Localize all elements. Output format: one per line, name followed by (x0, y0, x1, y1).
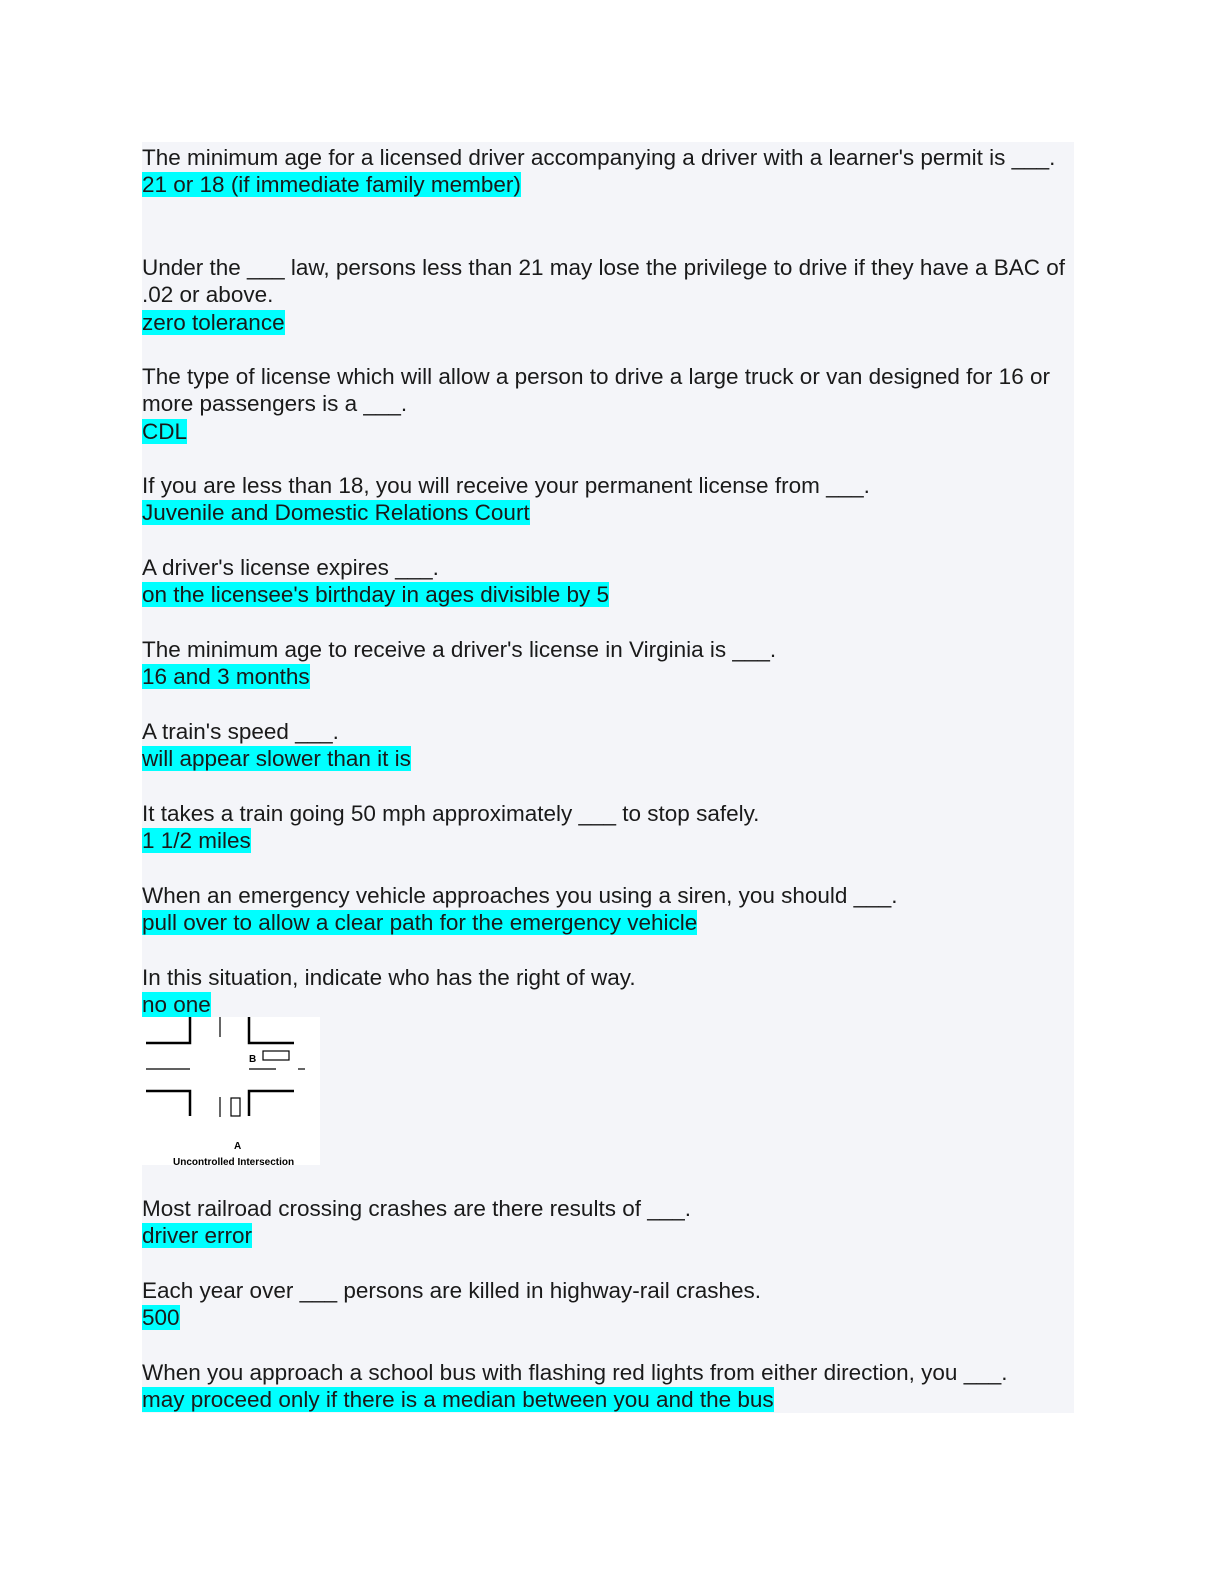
question-text: Most railroad crossing crashes are there results of ___. (142, 1196, 691, 1221)
answer-highlight: may proceed only if there is a median between you and the bus (142, 1387, 774, 1413)
answer-text (142, 663, 1074, 690)
qa-item-12 (142, 1277, 1074, 1332)
answer-text (142, 827, 1074, 854)
answer-highlight: 1 1/2 miles (142, 828, 251, 854)
question-text: In this situation, indicate who has the right of way. (142, 965, 636, 990)
answer-text (142, 909, 1074, 936)
question-text: Each year over ___ persons are killed in highway-rail crashes. (142, 1278, 762, 1303)
question-text: A driver's license expires ___. (142, 555, 439, 580)
answer-text (142, 581, 1074, 608)
qa-item-11 (142, 1195, 1074, 1250)
answer-highlight: 16 and 3 months (142, 664, 310, 690)
answer-highlight: will appear slower than it is (142, 746, 411, 772)
answer-highlight: on the licensee's birthday in ages divisible by 5 (142, 582, 610, 608)
answer-text (142, 1386, 1074, 1413)
answer-text (142, 418, 1074, 445)
answer-text (142, 171, 1074, 198)
question-text: The minimum age to receive a driver's license in Virginia is ___. (142, 637, 777, 662)
answer-highlight: Juvenile and Domestic Relations Court (142, 500, 530, 526)
vehicle-b (263, 1051, 289, 1060)
answer-text (142, 499, 1074, 526)
answer-text (142, 309, 1074, 336)
question-text: The minimum age for a licensed driver accompanying a driver with a learner's permit is ___. (142, 145, 1056, 170)
answer-highlight: zero tolerance (142, 309, 285, 335)
label-a: A (234, 1141, 242, 1152)
label-b: B (249, 1054, 257, 1065)
qa-item-5 (142, 554, 1074, 609)
answer-text (142, 1304, 1074, 1331)
document-page (142, 142, 1074, 1413)
question-text: When an emergency vehicle approaches you using a siren, you should ___. (142, 883, 898, 908)
intersection-svg (142, 1017, 320, 1165)
qa-item-8 (142, 800, 1074, 855)
question-text: It takes a train going 50 mph approximately ___ to stop safely. (142, 801, 760, 826)
question-text: If you are less than 18, you will receive your permanent license from ___. (142, 473, 870, 498)
answer-highlight: driver error (142, 1223, 253, 1249)
qa-item-9 (142, 882, 1074, 937)
vehicle-a (231, 1098, 240, 1116)
answer-text (142, 745, 1074, 772)
question-text: A train's speed ___. (142, 719, 339, 744)
question-text: The type of license which will allow a person to drive a large truck or van designed for 16 or more passengers is a ___. (142, 364, 1050, 417)
question-text: Under the ___ law, persons less than 21 may lose the privilege to drive if they have a BAC of .02 or above. (142, 255, 1066, 308)
qa-item-4 (142, 472, 1074, 527)
answer-highlight: 500 (142, 1305, 180, 1331)
answer-highlight: pull over to allow a clear path for the emergency vehicle (142, 910, 698, 936)
qa-item-6 (142, 636, 1074, 691)
qa-item-2 (142, 254, 1074, 336)
qa-item-10 (142, 964, 1074, 1019)
qa-item-7 (142, 718, 1074, 773)
answer-text (142, 991, 1074, 1018)
answer-text (142, 1222, 1074, 1249)
qa-item-13 (142, 1359, 1074, 1414)
qa-item-3 (142, 363, 1074, 445)
answer-highlight: CDL (142, 418, 188, 444)
qa-item-1 (142, 144, 1074, 199)
question-text: When you approach a school bus with flashing red lights from either direction, you ___. (142, 1360, 1008, 1385)
answer-highlight: 21 or 18 (if immediate family member) (142, 172, 521, 198)
diagram-caption: Uncontrolled Intersection (173, 1157, 295, 1165)
answer-highlight: no one (142, 992, 211, 1018)
intersection-diagram (142, 1017, 320, 1165)
lane-markings (146, 1017, 305, 1117)
